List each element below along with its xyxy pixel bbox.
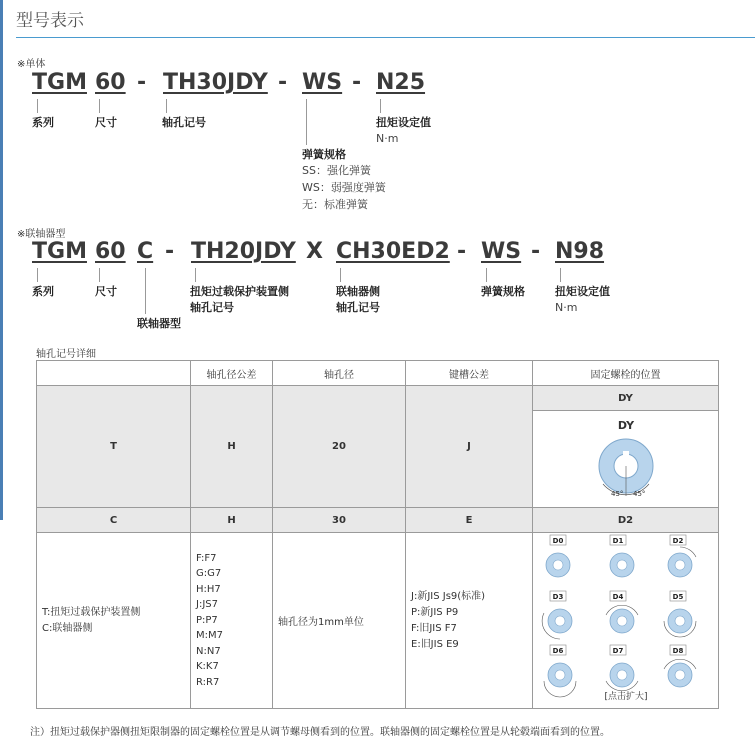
bore-hole: [675, 560, 685, 570]
tolerance-option: J:JS7: [196, 599, 218, 611]
code-series: TGM: [32, 70, 87, 95]
code-coupling-bore: CH30ED2: [336, 239, 450, 264]
tolerance-option: H:H7: [196, 583, 221, 595]
label-bore: 轴孔记号: [162, 116, 206, 129]
page-title: 型号表示: [16, 11, 84, 31]
single-note: ※单体: [17, 59, 46, 70]
code-dash: -: [352, 70, 362, 95]
tolerance-option: R:R7: [196, 676, 220, 688]
label-coupling-side: 联轴器侧: [336, 285, 380, 298]
table-cell: D2: [533, 508, 719, 533]
table-cell: J: [406, 386, 533, 508]
keyway-option: F:旧JIS F7: [411, 622, 457, 634]
table-cell: E: [406, 508, 533, 533]
code-bore: TH30JDY: [163, 70, 268, 95]
spring-option: WS：弱强度弹簧: [302, 181, 386, 194]
position-label: D5: [672, 593, 683, 601]
table-row: [37, 533, 719, 709]
position-d1: [610, 535, 634, 577]
keyway-option: E:旧JIS E9: [411, 638, 459, 650]
tick: [340, 268, 341, 282]
tolerance-option: N:N7: [196, 645, 221, 657]
code-spring: WS: [302, 70, 343, 95]
tolerance-option: M:M7: [196, 630, 223, 642]
code-dash: -: [278, 70, 288, 95]
position-label: D4: [612, 593, 623, 601]
footnote: 注）扭矩过载保护器侧扭矩限制器的固定螺栓位置是从调节螺母侧看到的位置。联轴器侧的固定螺栓位置是从轮毂端面看到的位置。: [30, 727, 610, 738]
header-cell: 轴孔径: [273, 361, 406, 386]
tolerance-option: F:F7: [196, 552, 217, 564]
position-diagrams[interactable]: [536, 533, 716, 705]
bore-hole: [617, 560, 627, 570]
tick: [195, 268, 196, 282]
keyway-option: J:新JIS Js9(标准): [411, 590, 486, 602]
bore-hole: [675, 616, 685, 626]
code-torque: N25: [376, 70, 426, 95]
table-header-row: [37, 361, 719, 386]
label-torque: 扭矩设定值: [376, 116, 431, 129]
tick: [166, 99, 167, 113]
table-cell: T: [37, 386, 191, 508]
position-d8: [664, 645, 696, 687]
coupling-note: ※联轴器型: [17, 229, 66, 240]
bore-desc-cell: 轴孔径为1mm单位: [273, 533, 406, 709]
tick: [37, 268, 38, 282]
table-cell: 20: [273, 386, 406, 508]
position-diagram-cell: [533, 533, 719, 709]
keyway-cell: [406, 533, 533, 709]
label-size: 尺寸: [95, 116, 117, 129]
spring-option: SS：强化弹簧: [302, 164, 371, 177]
bore-hole: [555, 670, 565, 680]
zoom-link[interactable]: [点击扩大]: [603, 692, 648, 702]
code-dash: -: [137, 70, 147, 95]
table-row: [37, 508, 719, 533]
tick: [486, 268, 487, 282]
table-cell: 30: [273, 508, 406, 533]
side-option: C:联轴器侧: [42, 622, 93, 634]
tick: [99, 268, 100, 282]
tolerance-cell: [191, 533, 273, 709]
code-dash: -: [531, 239, 541, 264]
position-d4: [606, 591, 638, 633]
angle-label: 45°: [632, 489, 645, 498]
title-divider: [16, 37, 755, 38]
keyway: [623, 451, 629, 456]
header-cell: [37, 361, 191, 386]
label-series: 系列: [32, 285, 54, 298]
label-series: 系列: [32, 116, 54, 129]
bore-detail-table: [36, 360, 719, 709]
dy-diagram-label: DY: [617, 418, 634, 432]
code-spring: WS: [481, 239, 522, 264]
bore-hole: [553, 560, 563, 570]
position-label: D0: [552, 537, 563, 545]
table-cell: H: [191, 508, 273, 533]
torque-unit: N·m: [376, 132, 399, 145]
position-d7: [606, 645, 638, 691]
code-torque: N98: [555, 239, 605, 264]
position-label: D1: [612, 537, 623, 545]
table-row: [37, 386, 719, 411]
code-dash: -: [165, 239, 175, 264]
detail-title: 轴孔记号详细: [36, 349, 96, 360]
position-label: D8: [672, 647, 683, 655]
tick: [380, 99, 381, 113]
position-label: D2: [672, 537, 683, 545]
bore-hole: [555, 616, 565, 626]
code-series: TGM: [32, 239, 87, 264]
position-d2: [668, 535, 696, 577]
dy-diagram-cell: [533, 411, 719, 508]
position-label: D6: [552, 647, 563, 655]
label-spring: 弹簧规格: [302, 148, 346, 161]
bore-hole: [617, 670, 627, 680]
tolerance-option: K:K7: [196, 661, 219, 673]
label-coupling-type: 联轴器型: [137, 317, 181, 330]
label-limiter-bore: 轴孔记号: [190, 301, 234, 314]
position-label: D3: [552, 593, 563, 601]
position-d6: [544, 645, 576, 697]
tolerance-option: P:P7: [196, 614, 218, 626]
tick: [37, 99, 38, 113]
code-limiter-bore: TH20JDY: [191, 239, 296, 264]
label-spring: 弹簧规格: [481, 285, 525, 298]
table-cell: DY: [533, 386, 719, 411]
code-dash: -: [457, 239, 467, 264]
position-d3: [542, 591, 572, 639]
position-d5: [664, 591, 696, 637]
header-cell: 键槽公差: [406, 361, 533, 386]
angle-label: 45°: [610, 489, 623, 498]
tick: [145, 268, 146, 314]
side-option: T:扭矩过载保护装置侧: [42, 606, 141, 618]
label-size: 尺寸: [95, 285, 117, 298]
tick: [306, 99, 307, 145]
label-torque: 扭矩设定值: [555, 285, 610, 298]
torque-unit: N·m: [555, 301, 578, 314]
code-size: 60: [95, 239, 126, 264]
left-accent-bar: [0, 0, 3, 520]
code-x: X: [306, 239, 323, 264]
tick: [560, 268, 561, 282]
dy-diagram: [571, 414, 681, 502]
keyway-option: P:新JIS P9: [411, 606, 459, 618]
code-size: 60: [95, 70, 126, 95]
position-label: D7: [612, 647, 623, 655]
side-description-cell: [37, 533, 191, 709]
table-cell: C: [37, 508, 191, 533]
bore-hole: [617, 616, 627, 626]
label-coupling-bore: 轴孔记号: [336, 301, 380, 314]
label-limiter-side: 扭矩过载保护装置侧: [190, 285, 289, 298]
tick: [99, 99, 100, 113]
header-cell: 轴孔径公差: [191, 361, 273, 386]
bore-hole: [675, 670, 685, 680]
spring-option: 无：标准弹簧: [302, 198, 368, 211]
position-d0: [546, 535, 570, 577]
tolerance-option: G:G7: [196, 568, 222, 580]
code-coupling-type: C: [137, 239, 154, 264]
table-cell: H: [191, 386, 273, 508]
header-cell: 固定螺栓的位置: [533, 361, 719, 386]
